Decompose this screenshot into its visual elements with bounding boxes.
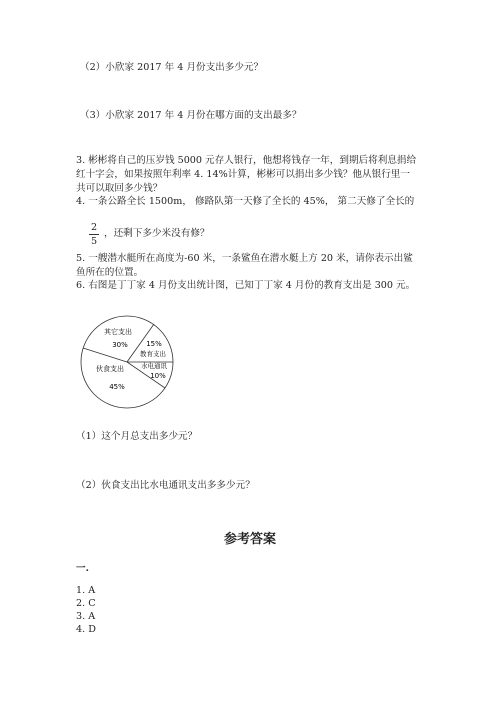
answers-section: 一.	[76, 563, 89, 574]
slice-label-food: 伙食支出	[96, 365, 124, 373]
slice-label-other: 其它支出	[104, 328, 132, 336]
slice-value-utilities: 10%	[150, 372, 166, 380]
slice-value-other: 30%	[112, 341, 128, 349]
answer-item: 2. C	[76, 598, 96, 609]
question-4-line1: 4. 一条公路全长 1500m， 修路队第一天修了全长的 45%， 第二天修了全长的	[76, 196, 415, 207]
slice-value-education: 15%	[146, 340, 162, 348]
answer-item: 1. A	[76, 585, 96, 596]
question-3-line3: 共可以取回多少钱？	[76, 183, 163, 194]
fraction-numerator: 2	[90, 222, 98, 233]
question-3-2: （2）小欣家 2017 年 4 月份支出多少元？	[80, 62, 264, 73]
answers-title: 参考答案	[223, 532, 276, 547]
question-6-1: （1）这个月总支出多少元？	[76, 431, 198, 442]
slice-value-food: 45%	[109, 383, 125, 391]
question-6-2: （2）伙食支出比水电通讯支出多多少元？	[76, 480, 255, 491]
question-4-fraction	[89, 222, 99, 247]
question-4-line2: ，还剩下多少米没有修？	[104, 228, 210, 239]
question-6-line1: 6. 右图是丁丁家 4 月份支出统计图，已知丁丁家 4 月份的教育支出是 300 元。	[76, 280, 416, 291]
question-3-3: （3）小欣家 2017 年 4 月份在哪方面的支出最多？	[80, 110, 302, 121]
question-3-line2: 红十字会，如果按照年利率 4. 14%计算，彬彬可以捐出多少钱？他从银行里一	[76, 169, 410, 180]
fraction-bar	[89, 234, 99, 235]
question-5-line2: 鱼所在的位置。	[76, 267, 144, 278]
answer-item: 3. A	[76, 611, 96, 622]
slice-label-education: 教育支出	[140, 350, 166, 358]
slice-label-utilities: 水电通讯	[141, 362, 167, 370]
answer-item: 4. D	[76, 624, 96, 635]
pie-divider-left	[83, 348, 127, 362]
question-3-line1: 3. 彬彬将自己的压岁钱 5000 元存人银行，他想将钱存一年，到期后将利息捐给	[76, 155, 417, 166]
fraction-denominator: 5	[90, 236, 98, 247]
expense-pie-chart	[76, 312, 186, 412]
question-5-line1: 5. 一艘潜水艇所在高度为-60 米，一条鲨鱼在潜水艇上方 20 米，请你表示出鲨	[76, 253, 413, 264]
